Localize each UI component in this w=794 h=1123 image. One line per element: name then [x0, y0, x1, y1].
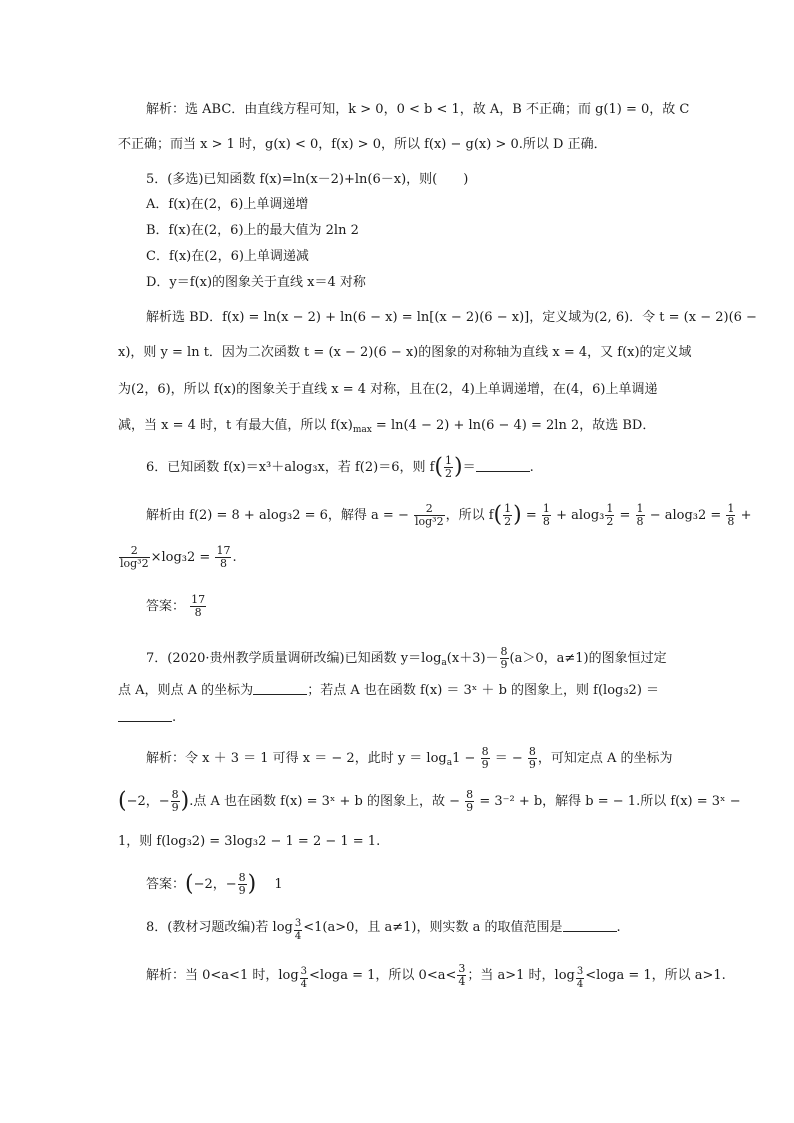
q6-sol-pre: 解析由 f(2) = 8 + alog₃2 = 6，解得 a = − — [146, 508, 409, 523]
q7-sol1-frac-b-den: 9 — [528, 758, 536, 771]
q6-sol-half — [503, 503, 512, 528]
q7-sol2-frac-b-num: 8 — [466, 788, 474, 801]
q7-sol1-pre: 解析：令 x ＋ 3 ＝ 1 可得 x ＝ − 2，此时 y ＝ log — [146, 751, 447, 766]
q6-sol-eq2: = — [619, 508, 631, 523]
q6-sol2-result — [215, 545, 231, 570]
q8-sol-frac-a — [300, 966, 308, 991]
q7-line3-end: . — [172, 710, 177, 725]
q7-sol1-mid: 1 − — [452, 751, 476, 766]
q8-sol-pre: 解析：当 0<a<1 时，log — [146, 968, 299, 983]
q8-sol-frac-a-num: 3 — [300, 966, 308, 977]
q8-stem-frac — [294, 918, 302, 943]
q6-sol-half-den: 2 — [504, 515, 512, 528]
q8-sol-end: a = 1，所以 a>1. — [616, 968, 726, 983]
q5-option-b: B．f(x)在(2，6)上的最大值为 2ln 2 — [146, 223, 359, 238]
q6-sol-half2-num: 1 — [606, 502, 614, 515]
q6-sol-frac3-num: 1 — [636, 502, 644, 515]
q4-solution-line1: 解析：选 ABC．由直线方程可知，k > 0，0 < b < 1，故 A，B 不正确；而 g(1) = 0，故 C — [146, 102, 690, 117]
q5-option-c: C．f(x)在(2，6)上单调递减 — [146, 249, 309, 264]
q6-answer-label: 答案： — [146, 599, 186, 614]
q7-solution-line2: (−2，− $\frac{8}{9}$ ).点 A 也在函数 f(x) = 3ˣ + b 的图象上，故 − $\frac{8}{9}$ = 3⁻² + b，解得 b = − 1.所以 f(x) = 3ˣ − — [118, 788, 741, 814]
q6-sol-frac2-den: 8 — [542, 515, 550, 528]
q7-sol2-frac-a — [171, 789, 180, 814]
q7-sol1-sub: a — [446, 758, 453, 768]
q6-solution-line1: 解析由 f(2) = 8 + alog₃2 = 6，解得 a = − $\frac{2}{\text{log³2}}$ ，所以 f( $\frac{1}{2}$ ) = $\frac{1}{8}$ + alog₃ $\frac{1}{2}$ = $\frac{1}{8}$ − alog₃2 = $\frac{1}{8}$ + — [146, 502, 752, 528]
q8-sol-frac-b-num: 3 — [458, 962, 466, 975]
q7-stem-mid: (x＋3)－ — [446, 651, 499, 666]
q8-sol-frac-a-den: 4 — [300, 979, 308, 990]
q7-answer-label: 答案： — [146, 877, 186, 892]
q8-sol-frac-c-den: 4 — [576, 979, 584, 990]
q7-answer: 答案：(−2，− $\frac{8}{9}$ ) 1 — [146, 871, 283, 897]
q6-answer-frac — [190, 594, 206, 619]
q6-sol-plus: + — [740, 508, 752, 523]
q6-sol2-res-num: 17 — [216, 544, 231, 557]
q7-line2-mid: ；若点 A 也在函数 f(x) ＝ 3ˣ ＋ b 的图象上，则 f(log₃2) ＝ — [307, 683, 660, 698]
q6-sol2-end: . — [232, 550, 237, 565]
q7-sol1-frac-a-den: 9 — [481, 758, 489, 771]
q5-solution-line3: 为(2，6)，所以 f(x)的图象关于直线 x = 4 对称，且在(2，4)上单调递增，在(4，6)上单调递 — [118, 382, 658, 397]
q7-stem-frac-den: 9 — [500, 658, 508, 671]
q6-half-num: 1 — [445, 454, 452, 467]
q7-sol1-frac-b-num: 8 — [528, 745, 536, 758]
q7-stem-line3 — [118, 709, 176, 727]
q8-solution — [146, 963, 726, 991]
q8-sol-mid2: a = 1，所以 0<a< — [340, 968, 457, 983]
q6-sol-half-num: 1 — [504, 502, 512, 515]
q8-sol-frac-b — [457, 963, 466, 988]
q6-sol-frac2-num: 1 — [542, 502, 550, 515]
q6-stem: 6．已知函数 f(x)＝x³＋alog₃x，若 f(2)＝6，则 f( $\frac{1}{2}$ )＝ . — [146, 454, 534, 480]
q7-sol1-frac-b — [528, 746, 537, 771]
q6-sol2-frac-num: 2 — [119, 545, 150, 558]
q7-blank-2[interactable] — [118, 709, 172, 722]
q6-answer — [146, 594, 207, 619]
q7-sol2-frac-b — [465, 789, 474, 814]
q6-sol-frac4-num: 1 — [727, 502, 735, 515]
q6-sol2-frac-den: log³2 — [120, 557, 149, 570]
q6-sol-half2 — [605, 503, 614, 528]
q5-solution-line4 — [118, 417, 655, 439]
q7-sol2-frac-b-den: 9 — [466, 801, 474, 814]
q7-sol2-c: = 3⁻² + b，解得 b = − 1.所以 f(x) = 3ˣ − — [479, 794, 741, 809]
q7-stem-line2 — [118, 682, 659, 700]
q8-stem — [146, 918, 621, 943]
q6-sol-frac2 — [542, 503, 551, 528]
q7-stem-frac — [500, 646, 509, 671]
q6-solution-line2 — [118, 545, 237, 570]
q7-sol2-frac-a-den: 9 — [171, 801, 179, 814]
q5-solution-line2: x)，则 y = ln t．因为二次函数 t = (x − 2)(6 − x)的图象的对称轴为直线 x = 4，又 f(x)的定义域 — [118, 345, 692, 360]
q4-solution-line2: 不正确；而当 x > 1 时，g(x) < 0，f(x) > 0，所以 f(x) − g(x) > 0.所以 D 正确． — [118, 137, 607, 152]
q6-sol-frac4-den: 8 — [727, 515, 735, 528]
q7-stem — [146, 646, 667, 672]
q8-stem-pre: 8．(教材习题改编)若 log — [146, 920, 293, 935]
q7-stem-post: (a＞0，a≠1)的图象恒过定 — [509, 651, 667, 666]
q8-sol-frac-c — [576, 966, 584, 991]
q6-sol-frac-a — [414, 503, 445, 528]
q6-sol-frac3-den: 8 — [636, 515, 644, 528]
q7-sol1-post: ，可知定点 A 的坐标为 — [537, 751, 673, 766]
q8-sol-mid3: ；当 a>1 时，log — [467, 968, 575, 983]
q6-sol-frac-a-num: 2 — [414, 503, 445, 516]
q5-solution-line1: 解析选 BD．f(x) = ln(x − 2) + ln(6 − x) = ln[(x − 2)(6 − x)]，定义域为(2, 6)．令 t = (x − 2)(6 − — [146, 310, 757, 325]
q7-sol2-b: .点 A 也在函数 f(x) = 3ˣ + b 的图象上，故 − — [189, 794, 461, 809]
q6-sol2-res-den: 8 — [219, 557, 227, 570]
q7-solution-line3: 1，则 f(log₃2) = 3log₃2 − 1 = 2 − 1 = 1. — [118, 834, 381, 849]
q8-stem-frac-den: 4 — [294, 931, 302, 942]
q7-sol1-eq: ＝ − — [494, 751, 523, 766]
q8-stem-post: <1(a>0，且 a≠1)，则实数 a 的取值范围是 — [303, 920, 563, 935]
q5-option-a: A．f(x)在(2，6)上单调递增 — [146, 197, 309, 212]
q7-stem-pre: 7．(2020·贵州教学质量调研改编)已知函数 y＝log — [146, 651, 442, 666]
q5-sol4-post: = ln(4 − 2) + ln(6 − 4) = 2ln 2，故选 BD． — [371, 418, 656, 433]
q7-sol1-frac-a-num: 8 — [481, 745, 489, 758]
q6-half-frac — [444, 455, 453, 480]
q7-answer-a: −2，− — [193, 877, 237, 892]
q6-half-den: 2 — [445, 467, 452, 480]
q8-sol-mid1b: <log — [585, 968, 617, 983]
q6-sol-plus-alog: + alog₃ — [556, 508, 605, 523]
q5-sol4-pre: 减，当 x = 4 时，t 有最大值，所以 f(x) — [118, 418, 353, 433]
q5-stem: 5．(多选)已知函数 f(x)=ln(x－2)+ln(6－x)，则( ) — [146, 172, 469, 187]
q8-answer-blank[interactable] — [563, 919, 617, 932]
q7-blank-1[interactable] — [253, 682, 307, 695]
q7-stem-sub: a — [441, 658, 447, 668]
q6-stem-pre: 6．已知函数 f(x)＝x³＋alog₃x，若 f(2)＝6，则 f — [146, 460, 435, 475]
q8-stem-frac-num: 3 — [294, 918, 302, 929]
q7-sol2-frac-a-num: 8 — [171, 788, 179, 801]
q6-stem-end: . — [529, 460, 534, 475]
q6-sol-frac-a-den: log³2 — [415, 515, 444, 528]
q6-sol-frac4 — [726, 503, 735, 528]
q7-answer-den: 9 — [238, 884, 246, 897]
q8-sol-frac-c-num: 3 — [576, 966, 584, 977]
q7-stem-frac-num: 8 — [500, 645, 508, 658]
q7-solution-line1 — [146, 746, 673, 772]
q6-sol2-frac — [119, 545, 150, 570]
q6-answer-num: 17 — [191, 593, 206, 606]
q6-sol-half2-den: 2 — [606, 515, 614, 528]
q7-line2-pre: 点 A，则点 A 的坐标为 — [118, 683, 254, 698]
q8-stem-end: . — [616, 920, 621, 935]
q6-sol-minus-alog: − alog₃2 = — [649, 508, 722, 523]
q7-answer-frac — [238, 872, 247, 897]
q6-answer-den: 8 — [194, 606, 202, 619]
q6-sol-mid: ，所以 f — [445, 508, 494, 523]
q6-sol2-times: ×log₃2 = — [150, 550, 211, 565]
q7-answer-b: 1 — [274, 877, 283, 892]
q8-sol-mid1: <log — [309, 968, 341, 983]
q6-stem-eq: ＝ — [462, 460, 476, 475]
q5-sol4-sub: max — [352, 425, 372, 435]
q7-sol1-frac-a — [481, 746, 490, 771]
q5-option-d: D．y＝f(x)的图象关于直线 x＝4 对称 — [146, 275, 366, 290]
q6-answer-blank[interactable] — [476, 459, 530, 472]
q6-sol-eq1: = — [525, 508, 537, 523]
q8-sol-frac-b-den: 4 — [458, 975, 466, 988]
q6-sol-frac3 — [636, 503, 645, 528]
q7-answer-num: 8 — [238, 871, 246, 884]
q7-sol2-a: −2，− — [126, 794, 170, 809]
